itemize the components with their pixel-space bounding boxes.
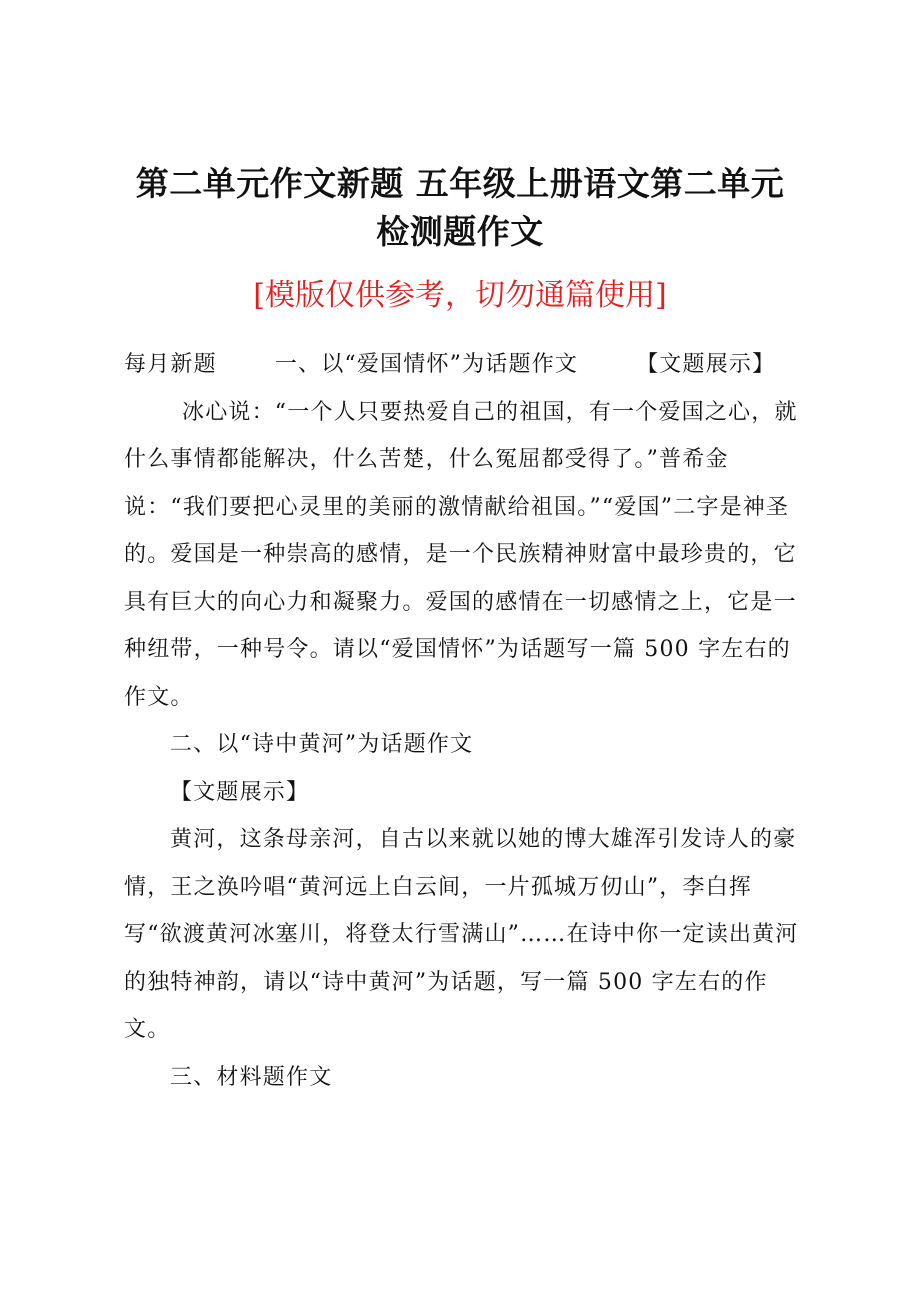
section-two-body: 黄河，这条母亲河，自古以来就以她的博大雄浑引发诗人的豪情，王之涣吟唱“黄河远上白云间，一片孤城万仞山”，李白挥写“欲渡黄河冰塞川，将登太行雪满山”……在诗中你一定读出黄河的独特神韵，请以“诗中黄河”为话题，写一篇 500 字左右的作文。 xyxy=(124,827,799,1042)
monthly-topic-label: 每月新题 xyxy=(124,352,217,377)
section-three-heading: 三、材料题作文 xyxy=(170,1064,333,1090)
document-title xyxy=(100,160,820,256)
section-one-paragraph xyxy=(124,341,800,721)
section-one-heading: 一、以“爱国情怀”为话题作文 xyxy=(274,352,579,377)
section-one-body: 冰心说：“一个人只要热爱自己的祖国，有一个爱国之心，就什么事情都能解决，什么苦楚，什么冤屈都受得了。”普希金说：“我们要把心灵里的美丽的激情献给祖国。”“爱国”二字是神圣的。爱国是一种崇高的感情，是一个民族精神财富中最珍贵的，它具有巨大的向心力和凝聚力。爱国的感情在一切感情之上，它是一种纽带，一种号令。请以“爱国情怀”为话题写一篇 500 字左右的作文。 xyxy=(124,399,798,710)
title-line-1: 第二单元作文新题 五年级上册语文第二单元 xyxy=(135,164,785,203)
document-body xyxy=(124,341,800,1101)
template-notice: [模版仅供参考，切勿通篇使用] xyxy=(253,278,667,313)
section-two-tag: 【文题展示】 xyxy=(170,779,310,805)
title-line-2: 检测题作文 xyxy=(376,212,544,251)
section-two-heading: 二、以“诗中黄河”为话题作文 xyxy=(170,732,474,757)
section-one-tag: 【文题展示】 xyxy=(636,352,776,377)
